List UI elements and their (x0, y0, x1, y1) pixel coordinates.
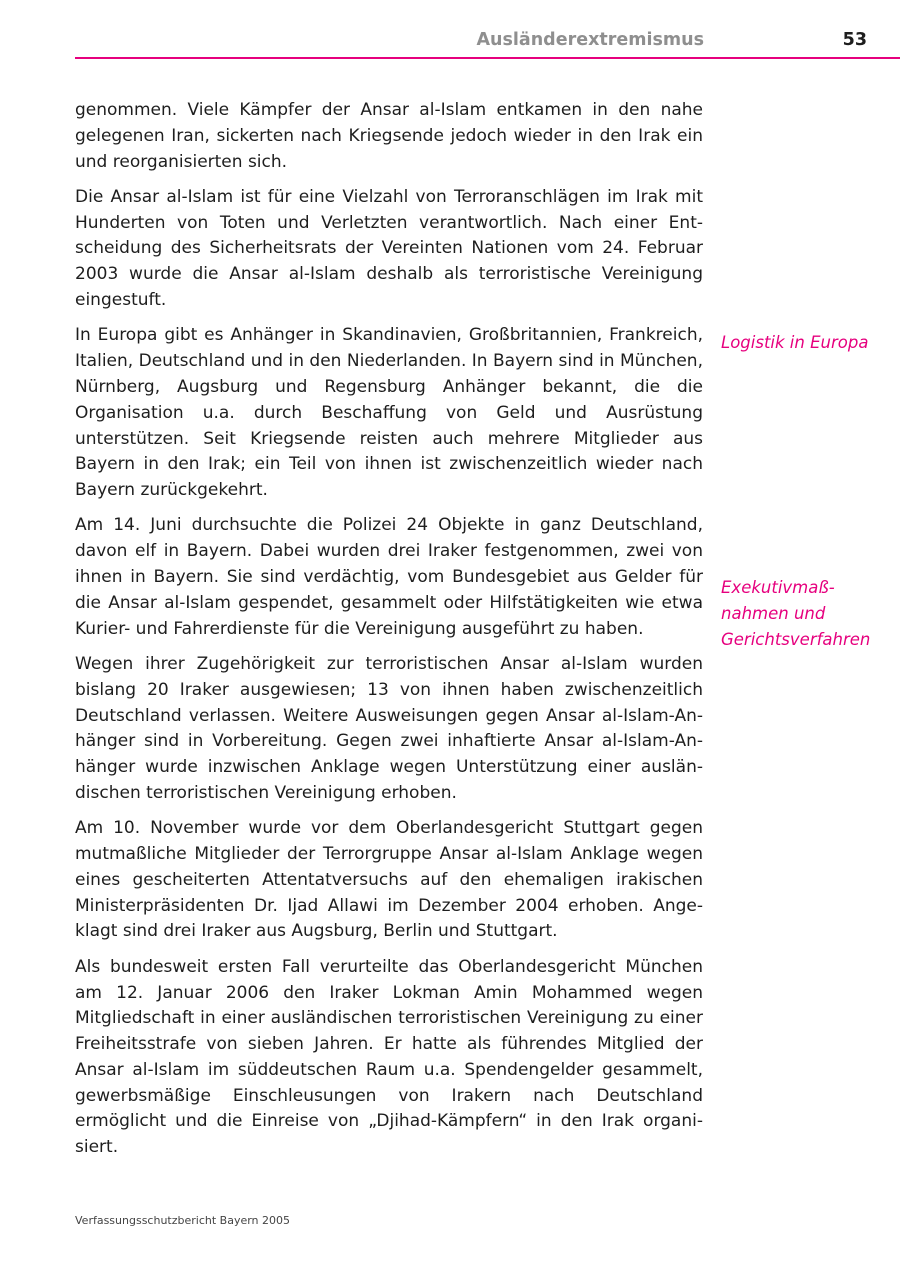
paragraph: Die Ansar al-Islam ist für eine Vielzahl von Terroranschlägen im Irak mit Hunderten von Toten und Verletzten verantwortlich. Nach einer Entscheidung des Sicherheitsrats der Vereinten Nationen vom 24. Februar 2003 wurde die Ansar al-Islam deshalb als terroristische Vereinigung eingestuft. (75, 186, 703, 311)
margin-note-logistik: Logistik in Europa (721, 333, 869, 352)
paragraph: Am 14. Juni durchsuchte die Polizei 24 Objekte in ganz Deutschland, davon elf in Bayern. Dabei wurden drei Iraker festgenommen, zwei von ihnen in Bayern. Sie sind verdächtig, vom Bundesgebiet aus Gelder für die Ansar al-Islam gespendet, gesammelt oder Hilfstätigkeiten wie etwa Kurier- und Fahrerdienste für die Vereinigung ausgeführt zu haben. (75, 515, 703, 639)
body-text (75, 98, 703, 1171)
paragraph: Am 10. November wurde vor dem Oberlandesgericht Stuttgart gegen mutmaßliche Mitglieder der Terrorgruppe Ansar al-Islam Anklage wegen eines gescheiterten Attentatversuchs auf den ehemaligen irakischen Ministerpräsidenten Dr. Ijad Allawi im Dezember 2004 erhoben. Angeklagt sind drei Iraker aus Augsburg, Berlin und Stuttgart. (75, 818, 703, 942)
header-divider (75, 57, 900, 59)
page-footer: Verfassungsschutzbericht Bayern 2005 (75, 1214, 291, 1227)
paragraph: Als bundesweit ersten Fall verurteilte das Oberlandesgericht München am 12. Januar 2006 den Iraker Lokman Amin Mohammed wegen Mitgliedschaft in einer ausländischen terroristischen Vereinigung zu einer Freiheitsstrafe von sieben Jahren. Er hatte als führendes Mitglied der Ansar al-Islam im süddeutschen Raum u.a. Spendengelder gesammelt, gewerbsmäßige Einschleusungen von Irakern nach Deutschland ermöglicht und die Einreise von „Djihad-Kämpfern“ in den Irak organisiert. (75, 956, 703, 1158)
paragraph: Wegen ihrer Zugehörigkeit zur terroristischen Ansar al-Islam wurden bislang 20 Iraker ausgewiesen; 13 von ihnen haben zwischenzeitlich Deutschland verlassen. Weitere Ausweisungen gegen Ansar al-Islam-Anhänger sind in Vorbereitung. Gegen zwei inhaftierte Ansar al-Islam-Anhänger wurde inzwischen Anklage wegen Unterstützung einer ausländischen terroristischen Vereinigung erhoben. (75, 653, 703, 803)
page-header (0, 0, 900, 60)
paragraph: In Europa gibt es Anhänger in Skandinavien, Großbritannien, Frankreich, Italien, Deutschland und in den Niederlanden. In Bayern sind in München, Nürnberg, Augsburg und Regensburg Anhänger bekannt, die die Organisation u.a. durch Beschaffung von Geld und Ausrüstung unterstützen. Seit Kriegsende reisten auch mehrere Mitglieder aus Bayern in den Irak; ein Teil von ihnen ist zwischenzeitlich wieder nach Bayern zurückgekehrt. (75, 325, 703, 501)
page-number: 53 (842, 30, 867, 50)
margin-note-exekutiv: Exekutivmaß- nahmen und Gerichtsverfahren (721, 578, 871, 649)
section-title: Ausländerextremismus (476, 30, 704, 50)
paragraph: genommen. Viele Kämpfer der Ansar al-Islam entkamen in den nahe gelegenen Iran, sickerten nach Kriegsende jedoch wieder in den Irak ein und reorganisierten sich. (75, 100, 703, 172)
